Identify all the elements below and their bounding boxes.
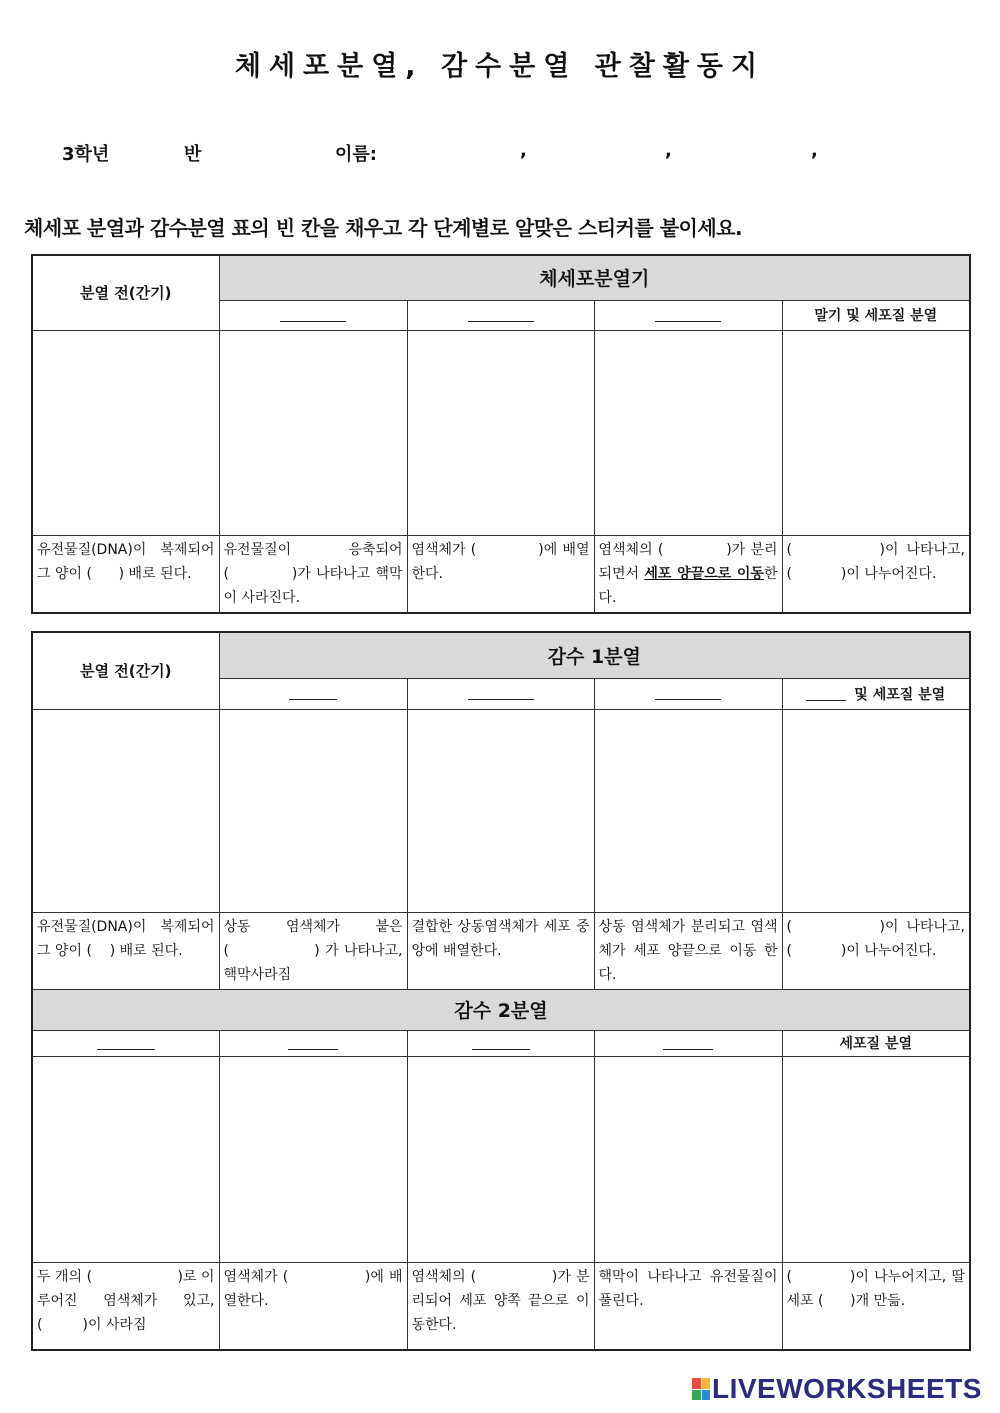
stage-name-blank[interactable] xyxy=(407,678,594,709)
stage-description: 결합한 상동염색체가 세포 중앙에 배열한다. xyxy=(407,912,594,989)
stage-description: 두 개의 ( )로 이루어진 염색체가 있고, ( )이 사라짐 xyxy=(32,1262,219,1350)
stage-description: 유전물질(DNA)이 복제되어 그 양이 ( ) 배로 된다. xyxy=(32,535,219,613)
blank-line xyxy=(280,309,346,322)
blank-line xyxy=(655,309,721,322)
stage-description: 유전물질(DNA)이 복제되어 그 양이 ( ) 배로 된다. xyxy=(32,912,219,989)
cytokinesis-header: 세포질 분열 xyxy=(782,1030,970,1056)
interphase-header: 분열 전(간기) xyxy=(32,632,219,709)
anaphase-text: 염색체의 ( )가 분리되면서 xyxy=(598,541,778,582)
logo-text: LIVEWORKSHEETS xyxy=(712,1373,982,1404)
sticker-box[interactable] xyxy=(407,330,594,535)
stage-description xyxy=(594,535,782,613)
grade-label: 3학년 xyxy=(62,144,110,165)
sticker-box[interactable] xyxy=(219,1056,407,1262)
stage-description: 상동 염색체가 분리되고 염색체가 세포 양끝으로 이동 한다. xyxy=(594,912,782,989)
instruction: 체세포 분열과 감수분열 표의 빈 칸을 채우고 각 단계별로 알맞은 스티커를 붙이세요. xyxy=(24,216,743,240)
student-info xyxy=(0,140,1000,170)
stage-description: 상동 염색체가 붙은 ( ) 가 나타나고, 핵막사라짐 xyxy=(219,912,407,989)
meiosis2-stage-header: 감수 2분열 xyxy=(32,989,970,1030)
sticker-box[interactable] xyxy=(407,709,594,912)
sticker-box[interactable] xyxy=(594,709,782,912)
anaphase-emphasis: 세포 양끝으로 이동 xyxy=(644,565,764,582)
sticker-box[interactable] xyxy=(32,709,219,912)
stage-name-blank[interactable] xyxy=(219,678,407,709)
telophase1-label: 및 세포질 분열 xyxy=(854,686,946,703)
blank-line xyxy=(468,687,534,700)
blank-line xyxy=(663,1037,713,1050)
sticker-box[interactable] xyxy=(782,330,970,535)
stage-description: ( )이 나타나고, ( )이 나누어진다. xyxy=(782,535,970,613)
interphase-header: 분열 전(간기) xyxy=(32,255,219,330)
sticker-box[interactable] xyxy=(594,330,782,535)
blank-line xyxy=(288,1037,338,1050)
stage-description: 핵막이 나타나고 유전물질이 풀린다. xyxy=(594,1262,782,1350)
logo-square xyxy=(702,1390,711,1401)
stage-name-blank[interactable] xyxy=(32,1030,219,1056)
telophase1-header[interactable] xyxy=(782,678,970,709)
meiosis-table xyxy=(31,631,971,1351)
liveworksheets-icon xyxy=(692,1378,710,1400)
stage-description: ( )이 나타나고, ( )이 나누어진다. xyxy=(782,912,970,989)
stage-name-blank[interactable] xyxy=(219,300,407,330)
sticker-box[interactable] xyxy=(782,709,970,912)
stage-description: 염색체가 ( )에 배열한다. xyxy=(219,1262,407,1350)
sticker-box[interactable] xyxy=(407,1056,594,1262)
page-title: 체세포분열, 감수분열 관찰활동지 xyxy=(234,51,766,82)
stage-name-blank[interactable] xyxy=(594,1030,782,1056)
stage-name-blank[interactable] xyxy=(407,300,594,330)
name-separator: , xyxy=(811,140,818,161)
stage-description: 염색체의 ( )가 분리되어 세포 양쪽 끝으로 이동한다. xyxy=(407,1262,594,1350)
meiosis1-stage-header: 감수 1분열 xyxy=(219,632,970,678)
stage-name-blank[interactable] xyxy=(594,678,782,709)
mitosis-stage-header: 체세포분열기 xyxy=(219,255,970,300)
blank-line xyxy=(655,687,721,700)
stage-description: 염색체가 ( )에 배열 한다. xyxy=(407,535,594,613)
blank-line xyxy=(806,688,846,701)
mitosis-table xyxy=(31,254,971,614)
stage-name-blank[interactable] xyxy=(219,1030,407,1056)
name-separator: , xyxy=(520,140,527,161)
stage-name-blank[interactable] xyxy=(407,1030,594,1056)
sticker-box[interactable] xyxy=(782,1056,970,1262)
liveworksheets-logo xyxy=(692,1374,982,1404)
logo-square xyxy=(692,1378,701,1389)
logo-square xyxy=(692,1390,701,1401)
sticker-box[interactable] xyxy=(32,330,219,535)
sticker-box[interactable] xyxy=(32,1056,219,1262)
stage-description: 유전물질이 응축되어 ( )가 나타나고 핵막이 사라진다. xyxy=(219,535,407,613)
blank-line xyxy=(289,687,337,700)
sticker-box[interactable] xyxy=(219,709,407,912)
sticker-box[interactable] xyxy=(219,330,407,535)
class-label: 반 xyxy=(184,144,202,165)
name-label: 이름: xyxy=(335,144,377,165)
blank-line xyxy=(468,309,534,322)
blank-line xyxy=(472,1037,530,1050)
sticker-box[interactable] xyxy=(594,1056,782,1262)
anaphase-tail: 한다. xyxy=(598,565,778,606)
telophase-header: 말기 및 세포질 분열 xyxy=(782,300,970,330)
name-separator: , xyxy=(665,140,672,161)
blank-line xyxy=(97,1037,155,1050)
logo-square xyxy=(702,1378,711,1389)
stage-name-blank[interactable] xyxy=(594,300,782,330)
stage-description: ( )이 나누어지고, 딸세포 ( )개 만듦. xyxy=(782,1262,970,1350)
